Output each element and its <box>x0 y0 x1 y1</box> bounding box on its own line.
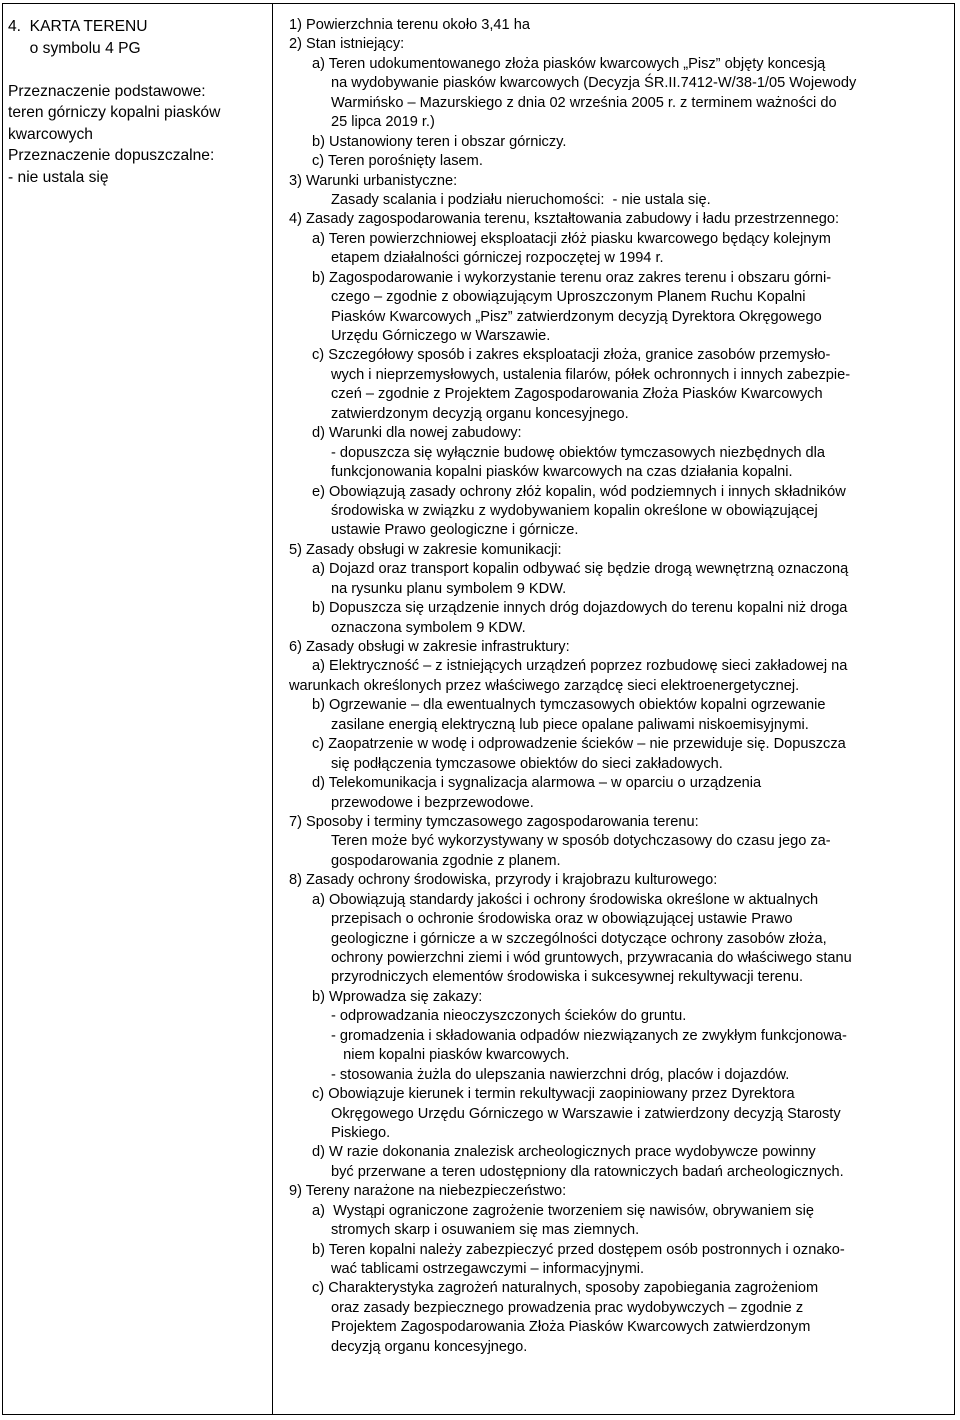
provision-line: b) Ustanowiony teren i obszar górniczy. <box>312 133 567 150</box>
provision-line: funkcjonowania kopalni piasków kwarcowych na czas działania kopalni. <box>331 464 793 481</box>
provision-line: e) Obowiązują zasady ochrony złóż kopalin, wód podziemnych i innych składników <box>312 483 846 500</box>
provision-line: decyzją organu koncesyjnego. <box>331 1338 528 1355</box>
provision-line: wać tablicami ostrzegawczymi – informacyjnymi. <box>331 1261 645 1277</box>
provision-line: d) Telekomunikacja i sygnalizacja alarmowa – w oparciu o urządzenia <box>312 775 762 792</box>
provision-line: d) Warunki dla nowej zabudowy: <box>312 425 522 442</box>
provision-line: c) Obowiązuje kierunek i termin rekultywacji zaopiniowany przez Dyrektora <box>312 1086 795 1103</box>
provision-line: b) Wprowadza się zakazy: <box>312 988 483 1005</box>
provision-line: 25 lipca 2019 r.) <box>331 114 435 131</box>
provision-line: Zasady scalania i podziału nieruchomości: - nie ustala się. <box>331 191 711 208</box>
provision-line: Okręgowego Urzędu Górniczego w Warszawie i zatwierdzony decyzją Starosty <box>331 1105 841 1122</box>
provision-line: a) Teren powierzchniowej eksploatacji złóż piasku kwarcowego będący kolejnym <box>312 230 831 247</box>
summary-line: kwarcowych <box>8 125 93 143</box>
provision-line: czeń – zgodnie z Projektem Zagospodarowania Złoża Piasków Kwarcowych <box>331 386 823 403</box>
provision-line: Projektem Zagospodarowania Złoża Piasków Kwarcowych zatwierdzonym <box>331 1319 811 1336</box>
provision-line: 6) Zasady obsługi w zakresie infrastruktury: <box>289 639 570 655</box>
provision-line: - odprowadzania nieoczyszczonych ścieków do gruntu. <box>331 1008 687 1025</box>
provision-line: na rysunku planu symbolem 9 KDW. <box>331 580 567 597</box>
provision-line: ustawie Prawo geologiczne i górnicze. <box>331 522 579 539</box>
provision-line: niem kopalni piasków kwarcowych. <box>331 1047 570 1064</box>
provision-line: b) Teren kopalni należy zabezpieczyć przed dostępem osób postronnych i oznako- <box>312 1241 845 1258</box>
column-divider <box>272 3 273 1415</box>
provision-line: geologiczne i górnicze a w szczególności dotyczące ochrony zasobów złoża, <box>331 930 827 947</box>
provision-line: przepisach o ochronie środowiska oraz w obowiązującej ustawie Prawo <box>331 911 793 928</box>
provision-line: a) Teren udokumentowanego złoża piasków kwarcowych „Pisz” objęty koncesją <box>312 55 826 72</box>
provision-line: oraz zasady bezpiecznego prowadzenia prac wydobywczych – zgodnie z <box>331 1299 804 1316</box>
provision-line: b) Zagospodarowanie i wykorzystanie terenu oraz zakres terenu i obszaru górni- <box>312 269 832 286</box>
provision-line: zasilane energią elektryczną lub piece opalane paliwami niskoemisyjnymi. <box>331 716 809 733</box>
provision-line: a) Elektryczność – z istniejących urządzeń poprzez rozbudowę sieci zakładowej na <box>312 658 848 675</box>
provision-line: przyrodniczych elementów środowiska i sukcesywnej rekultywacji terenu. <box>331 969 804 986</box>
provision-line: ochrony powierzchni ziemi i wód gruntowych, przywracania do właściwego stanu <box>331 950 852 966</box>
provision-line: stromych skarp i osuwaniem się mas ziemnych. <box>331 1222 640 1239</box>
terrain-card-provisions <box>289 16 949 1357</box>
provision-line: c) Charakterystyka zagrożeń naturalnych, sposoby zapobiegania zagrożeniom <box>312 1280 819 1297</box>
provision-line: 5) Zasady obsługi w zakresie komunikacji: <box>289 541 562 558</box>
provision-line: c) Szczegółowy sposób i zakres eksploatacji złoża, granice zasobów przemysło- <box>312 347 831 364</box>
provision-line: - gromadzenia i składowania odpadów niezwiązanych ze zwykłym funkcjonowa- <box>331 1027 847 1044</box>
provision-line: Piskiego. <box>331 1124 391 1141</box>
provision-line: c) Zaopatrzenie w wodę i odprowadzenie ścieków – nie przewiduje się. Dopuszcza <box>312 736 846 753</box>
provision-line: a) Obowiązują standardy jakości i ochrony środowiska określone w aktualnych <box>312 891 819 908</box>
provision-line: 8) Zasady ochrony środowiska, przyrody i krajobrazu kulturowego: <box>289 872 718 889</box>
provision-line: na wydobywanie piasków kwarcowych (Decyzja ŚR.II.7412-W/38-1/05 Wojewody <box>331 75 857 92</box>
provision-line: 2) Stan istniejący: <box>289 36 405 53</box>
provision-line: zatwierdzonym decyzją organu koncesyjnego. <box>331 405 629 422</box>
summary-line: o symbolu 4 PG <box>8 39 141 57</box>
provision-line: 7) Sposoby i terminy tymczasowego zagospodarowania terenu: <box>289 813 699 830</box>
summary-line: Przeznaczenie dopuszczalne: <box>8 147 215 164</box>
provision-line: a) Wystąpi ograniczone zagrożenie tworzeniem się nawisów, obrywaniem się <box>312 1202 814 1219</box>
provision-line: Piasków Kwarcowych „Pisz” zatwierdzonym decyzją Dyrektora Okręgowego <box>331 308 822 325</box>
provision-line: czego – zgodnie z obowiązującym Uproszczonym Planem Ruchu Kopalni <box>331 289 806 306</box>
provision-line: oznaczona symbolem 9 KDW. <box>331 619 526 636</box>
provision-line: - dopuszcza się wyłącznie budowę obiektów tymczasowych niezbędnych dla <box>331 444 826 461</box>
summary-line: - nie ustala się <box>8 168 109 186</box>
provision-line: 4) Zasady zagospodarowania terenu, kształtowania zabudowy i ładu przestrzennego: <box>289 211 840 228</box>
provision-line: - stosowania żużla do ulepszania nawierzchni dróg, placów i dojazdów. <box>331 1066 790 1083</box>
provision-line: 9) Tereny narażone na niebezpieczeństwo: <box>289 1183 567 1200</box>
provision-line: gospodarowania zgodnie z planem. <box>331 852 561 869</box>
provision-line: przewodowe i bezprzewodowe. <box>331 794 534 811</box>
provision-line: warunkach określonych przez właściwego zarządcę sieci elektroenergetycznej. <box>289 677 800 694</box>
provision-line: Urzędu Górniczego w Warszawie. <box>331 328 551 344</box>
provision-line: a) Dojazd oraz transport kopalin odbywać się będzie drogą wewnętrzną oznaczoną <box>312 561 849 578</box>
provision-line: c) Teren porośnięty lasem. <box>312 153 483 170</box>
provision-line: etapem działalności górniczej rozpoczętej w 1994 r. <box>331 250 664 267</box>
provision-line: 1) Powierzchnia terenu około 3,41 ha <box>289 17 530 33</box>
summary-line: 4. KARTA TERENU <box>8 18 148 35</box>
provision-line: d) W razie dokonania znalezisk archeologicznych prace wydobywcze powinny <box>312 1144 816 1161</box>
provision-line: środowiska w związku z wydobywaniem kopalin określone w obowiązującej <box>331 502 818 519</box>
provision-line: 3) Warunki urbanistyczne: <box>289 172 458 189</box>
summary-line: teren górniczy kopalni piasków <box>8 104 221 121</box>
provision-line: b) Ogrzewanie – dla ewentualnych tymczasowych obiektów kopalni ogrzewanie <box>312 697 826 714</box>
provision-line: Warmińsko – Mazurskiego z dnia 02 września 2005 r. z terminem ważności do <box>331 94 837 111</box>
summary-line <box>8 59 266 81</box>
summary-line: Przeznaczenie podstawowe: <box>8 82 206 100</box>
provision-line: b) Dopuszcza się urządzenie innych dróg dojazdowych do terenu kopalni niż droga <box>312 600 848 617</box>
provision-line: być przerwane a teren udostępniony dla ratowniczych badań archeologicznych. <box>331 1163 844 1180</box>
provision-line: Teren może być wykorzystywany w sposób dotychczasowy do czasu jego za- <box>331 833 831 850</box>
terrain-card-summary <box>8 16 266 188</box>
provision-line: się podłączenia tymczasowe obiektów do sieci zakładowych. <box>331 755 723 772</box>
provision-line: wych i nieprzemysłowych, ustalenia filarów, półek ochronnych i innych zabezpie- <box>331 366 851 383</box>
